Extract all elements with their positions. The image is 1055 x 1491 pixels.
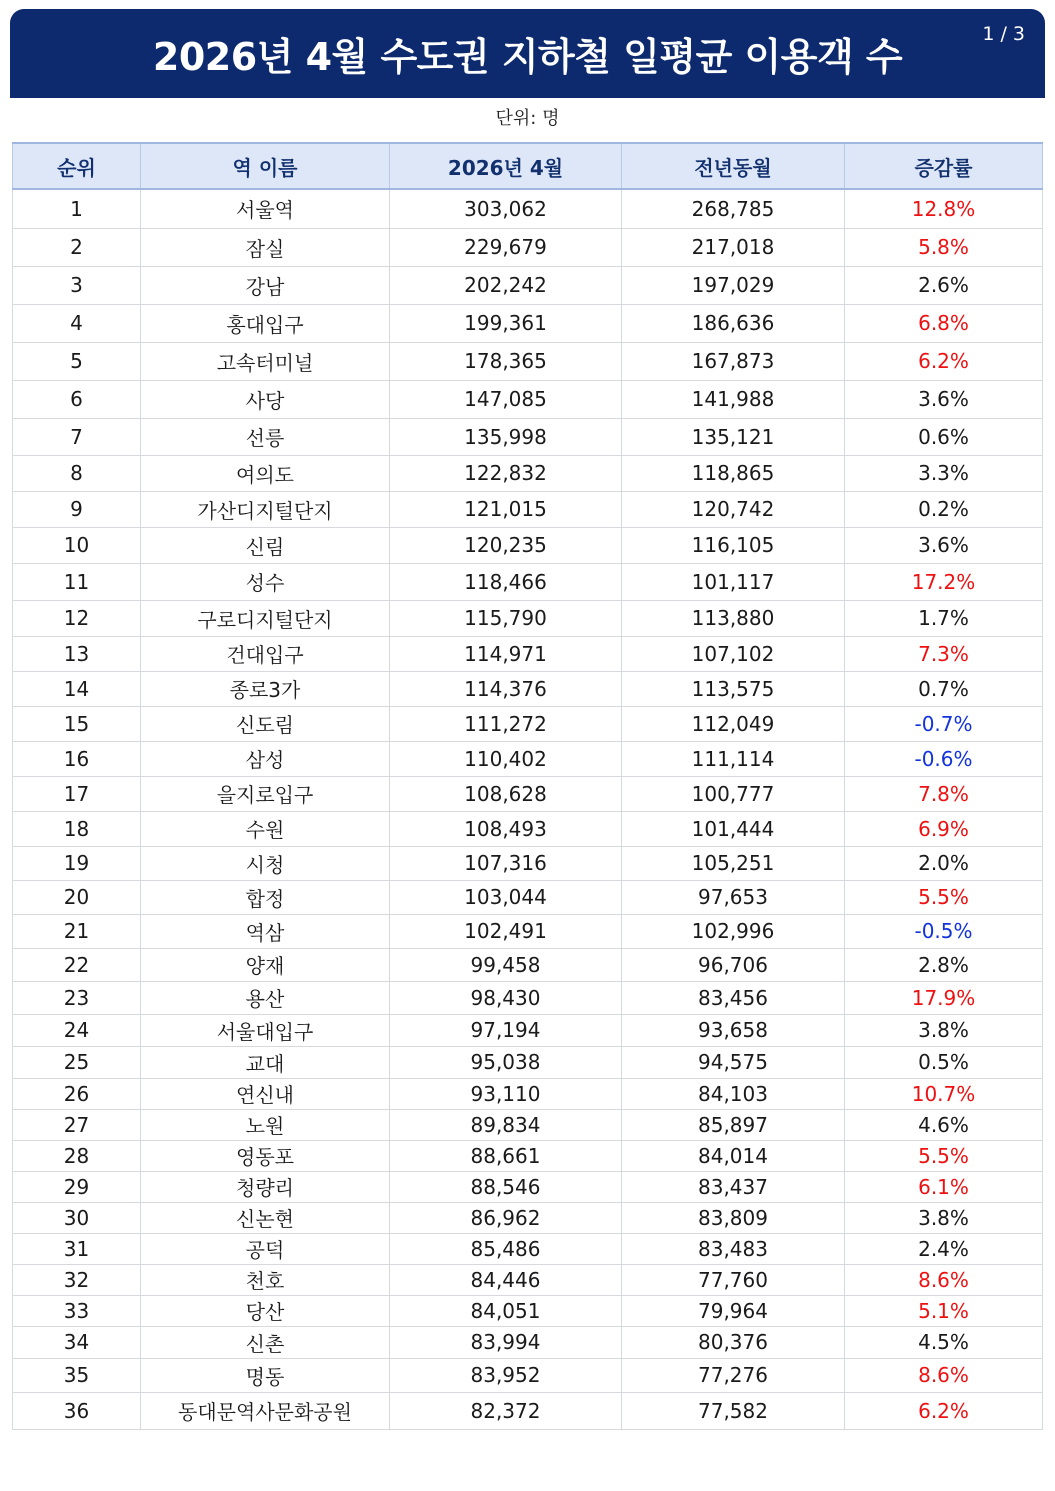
cell-station: 명동 [141, 1358, 390, 1392]
cell-rate: 0.6% [845, 418, 1043, 455]
cell-rate: 4.6% [845, 1109, 1043, 1140]
cell-rank: 9 [13, 491, 141, 527]
page-title: 2026년 4월 수도권 지하철 일평균 이용객 수 [152, 35, 903, 79]
cell-rank: 20 [13, 880, 141, 914]
cell-rate: 3.8% [845, 1202, 1043, 1233]
cell-previous: 113,575 [622, 671, 845, 706]
cell-rank: 8 [13, 455, 141, 491]
cell-station: 건대입구 [141, 636, 390, 671]
cell-rank: 7 [13, 418, 141, 455]
cell-rank: 19 [13, 846, 141, 880]
table-row [13, 189, 1043, 228]
cell-current: 110,402 [390, 741, 622, 776]
cell-rate: 6.2% [845, 1392, 1043, 1429]
page-indicator: 1 / 3 [982, 23, 1025, 45]
cell-rate: 1.7% [845, 600, 1043, 636]
table-header-row [13, 143, 1043, 189]
cell-previous: 83,437 [622, 1171, 845, 1202]
cell-rate: 8.6% [845, 1264, 1043, 1295]
cell-current: 82,372 [390, 1392, 622, 1429]
cell-rank: 25 [13, 1046, 141, 1078]
cell-station: 신림 [141, 527, 390, 563]
cell-previous: 79,964 [622, 1295, 845, 1326]
cell-rate: 5.5% [845, 1140, 1043, 1171]
column-header-previous: 전년동월 [622, 143, 845, 189]
cell-previous: 186,636 [622, 304, 845, 342]
cell-station: 시청 [141, 846, 390, 880]
cell-current: 114,376 [390, 671, 622, 706]
cell-current: 102,491 [390, 914, 622, 948]
cell-station: 합정 [141, 880, 390, 914]
cell-rank: 12 [13, 600, 141, 636]
cell-rate: 17.9% [845, 981, 1043, 1014]
cell-station: 구로디지털단지 [141, 600, 390, 636]
cell-station: 당산 [141, 1295, 390, 1326]
cell-current: 88,661 [390, 1140, 622, 1171]
cell-current: 135,998 [390, 418, 622, 455]
cell-rate: 5.5% [845, 880, 1043, 914]
unit-label: 단위: 명 [495, 108, 560, 129]
table-row [13, 228, 1043, 266]
cell-rank: 4 [13, 304, 141, 342]
cell-current: 115,790 [390, 600, 622, 636]
cell-rate: 8.6% [845, 1358, 1043, 1392]
cell-current: 303,062 [390, 189, 622, 228]
ridership-table [12, 142, 1043, 1430]
cell-rank: 15 [13, 706, 141, 741]
cell-station: 수원 [141, 811, 390, 846]
table-row [13, 1392, 1043, 1429]
cell-rate: 3.6% [845, 527, 1043, 563]
table-row [13, 1078, 1043, 1109]
cell-rank: 24 [13, 1014, 141, 1046]
cell-station: 삼성 [141, 741, 390, 776]
cell-rate: 7.8% [845, 776, 1043, 811]
cell-current: 178,365 [390, 342, 622, 380]
cell-rate: 2.6% [845, 266, 1043, 304]
cell-rate: 0.2% [845, 491, 1043, 527]
cell-previous: 83,809 [622, 1202, 845, 1233]
cell-previous: 97,653 [622, 880, 845, 914]
cell-previous: 100,777 [622, 776, 845, 811]
column-header-rank: 순위 [13, 143, 141, 189]
table-row [13, 418, 1043, 455]
cell-rate: 12.8% [845, 189, 1043, 228]
cell-station: 서울대입구 [141, 1014, 390, 1046]
cell-station: 청량리 [141, 1171, 390, 1202]
cell-current: 84,446 [390, 1264, 622, 1295]
cell-station: 천호 [141, 1264, 390, 1295]
cell-previous: 80,376 [622, 1326, 845, 1358]
cell-current: 98,430 [390, 981, 622, 1014]
cell-rank: 1 [13, 189, 141, 228]
cell-rate: 3.6% [845, 380, 1043, 418]
cell-current: 111,272 [390, 706, 622, 741]
cell-station: 신도림 [141, 706, 390, 741]
table-row [13, 342, 1043, 380]
cell-station: 공덕 [141, 1233, 390, 1264]
table-row [13, 1295, 1043, 1326]
table-row [13, 380, 1043, 418]
cell-previous: 83,483 [622, 1233, 845, 1264]
cell-current: 95,038 [390, 1046, 622, 1078]
cell-previous: 116,105 [622, 527, 845, 563]
cell-rank: 18 [13, 811, 141, 846]
cell-previous: 197,029 [622, 266, 845, 304]
cell-previous: 96,706 [622, 948, 845, 981]
cell-rate: 17.2% [845, 563, 1043, 600]
cell-previous: 85,897 [622, 1109, 845, 1140]
table-row [13, 455, 1043, 491]
cell-current: 88,546 [390, 1171, 622, 1202]
cell-current: 108,493 [390, 811, 622, 846]
cell-previous: 84,103 [622, 1078, 845, 1109]
cell-station: 노원 [141, 1109, 390, 1140]
table-row [13, 981, 1043, 1014]
table-row [13, 706, 1043, 741]
cell-rate: -0.6% [845, 741, 1043, 776]
table-row [13, 1109, 1043, 1140]
cell-rank: 11 [13, 563, 141, 600]
cell-rate: 6.2% [845, 342, 1043, 380]
cell-current: 97,194 [390, 1014, 622, 1046]
cell-current: 108,628 [390, 776, 622, 811]
cell-previous: 135,121 [622, 418, 845, 455]
cell-previous: 112,049 [622, 706, 845, 741]
cell-station: 연신내 [141, 1078, 390, 1109]
cell-rate: -0.5% [845, 914, 1043, 948]
cell-previous: 93,658 [622, 1014, 845, 1046]
table-row [13, 1171, 1043, 1202]
cell-rank: 29 [13, 1171, 141, 1202]
cell-current: 107,316 [390, 846, 622, 880]
table-row [13, 1358, 1043, 1392]
cell-rank: 30 [13, 1202, 141, 1233]
table-row [13, 1140, 1043, 1171]
cell-station: 사당 [141, 380, 390, 418]
cell-rank: 5 [13, 342, 141, 380]
cell-rank: 13 [13, 636, 141, 671]
cell-current: 86,962 [390, 1202, 622, 1233]
table-row [13, 563, 1043, 600]
cell-rank: 31 [13, 1233, 141, 1264]
cell-station: 성수 [141, 563, 390, 600]
cell-previous: 105,251 [622, 846, 845, 880]
cell-current: 83,952 [390, 1358, 622, 1392]
cell-current: 122,832 [390, 455, 622, 491]
table-row [13, 304, 1043, 342]
cell-current: 89,834 [390, 1109, 622, 1140]
cell-rank: 33 [13, 1295, 141, 1326]
cell-rank: 22 [13, 948, 141, 981]
cell-current: 202,242 [390, 266, 622, 304]
cell-previous: 77,760 [622, 1264, 845, 1295]
cell-previous: 101,444 [622, 811, 845, 846]
cell-previous: 113,880 [622, 600, 845, 636]
cell-rank: 27 [13, 1109, 141, 1140]
cell-station: 잠실 [141, 228, 390, 266]
cell-station: 여의도 [141, 455, 390, 491]
cell-rank: 21 [13, 914, 141, 948]
cell-current: 199,361 [390, 304, 622, 342]
cell-station: 강남 [141, 266, 390, 304]
cell-rate: 0.5% [845, 1046, 1043, 1078]
cell-rank: 32 [13, 1264, 141, 1295]
cell-rate: 6.1% [845, 1171, 1043, 1202]
cell-rate: 5.8% [845, 228, 1043, 266]
table-row [13, 1202, 1043, 1233]
cell-rate: 10.7% [845, 1078, 1043, 1109]
table-row [13, 1233, 1043, 1264]
cell-current: 114,971 [390, 636, 622, 671]
cell-station: 영동포 [141, 1140, 390, 1171]
cell-current: 121,015 [390, 491, 622, 527]
cell-station: 역삼 [141, 914, 390, 948]
cell-current: 99,458 [390, 948, 622, 981]
cell-station: 을지로입구 [141, 776, 390, 811]
cell-previous: 217,018 [622, 228, 845, 266]
cell-previous: 94,575 [622, 1046, 845, 1078]
cell-rank: 16 [13, 741, 141, 776]
table-row [13, 600, 1043, 636]
cell-current: 84,051 [390, 1295, 622, 1326]
cell-rank: 36 [13, 1392, 141, 1429]
cell-station: 양재 [141, 948, 390, 981]
cell-current: 120,235 [390, 527, 622, 563]
table-row [13, 880, 1043, 914]
cell-station: 홍대입구 [141, 304, 390, 342]
cell-rank: 23 [13, 981, 141, 1014]
cell-station: 신촌 [141, 1326, 390, 1358]
table-row [13, 1046, 1043, 1078]
cell-rank: 14 [13, 671, 141, 706]
cell-rate: -0.7% [845, 706, 1043, 741]
cell-station: 용산 [141, 981, 390, 1014]
column-header-station: 역 이름 [141, 143, 390, 189]
cell-rate: 0.7% [845, 671, 1043, 706]
cell-station: 교대 [141, 1046, 390, 1078]
cell-current: 147,085 [390, 380, 622, 418]
table-row [13, 846, 1043, 880]
cell-previous: 83,456 [622, 981, 845, 1014]
table-row [13, 1014, 1043, 1046]
cell-rate: 6.9% [845, 811, 1043, 846]
title-banner [10, 9, 1045, 98]
table-row [13, 948, 1043, 981]
cell-previous: 118,865 [622, 455, 845, 491]
cell-current: 93,110 [390, 1078, 622, 1109]
table-row [13, 1326, 1043, 1358]
cell-rank: 28 [13, 1140, 141, 1171]
table-row [13, 266, 1043, 304]
cell-rank: 34 [13, 1326, 141, 1358]
table-row [13, 671, 1043, 706]
cell-previous: 268,785 [622, 189, 845, 228]
cell-current: 85,486 [390, 1233, 622, 1264]
table-row [13, 527, 1043, 563]
cell-rank: 17 [13, 776, 141, 811]
table-row [13, 741, 1043, 776]
cell-previous: 167,873 [622, 342, 845, 380]
cell-rate: 2.4% [845, 1233, 1043, 1264]
table-row [13, 636, 1043, 671]
cell-previous: 120,742 [622, 491, 845, 527]
cell-previous: 107,102 [622, 636, 845, 671]
cell-station: 서울역 [141, 189, 390, 228]
cell-rate: 2.0% [845, 846, 1043, 880]
cell-rank: 6 [13, 380, 141, 418]
cell-rate: 6.8% [845, 304, 1043, 342]
cell-station: 선릉 [141, 418, 390, 455]
cell-rate: 4.5% [845, 1326, 1043, 1358]
cell-station: 신논현 [141, 1202, 390, 1233]
cell-station: 동대문역사문화공원 [141, 1392, 390, 1429]
cell-previous: 102,996 [622, 914, 845, 948]
column-header-rate: 증감률 [845, 143, 1043, 189]
table-body [13, 189, 1043, 1429]
cell-rank: 3 [13, 266, 141, 304]
table-row [13, 491, 1043, 527]
cell-station: 가산디지털단지 [141, 491, 390, 527]
cell-rate: 5.1% [845, 1295, 1043, 1326]
cell-rate: 2.8% [845, 948, 1043, 981]
cell-current: 229,679 [390, 228, 622, 266]
cell-rate: 3.3% [845, 455, 1043, 491]
cell-rank: 35 [13, 1358, 141, 1392]
table-row [13, 776, 1043, 811]
cell-current: 118,466 [390, 563, 622, 600]
cell-rate: 3.8% [845, 1014, 1043, 1046]
cell-station: 종로3가 [141, 671, 390, 706]
cell-rate: 7.3% [845, 636, 1043, 671]
cell-current: 103,044 [390, 880, 622, 914]
cell-station: 고속터미널 [141, 342, 390, 380]
cell-rank: 26 [13, 1078, 141, 1109]
table-row [13, 811, 1043, 846]
cell-previous: 101,117 [622, 563, 845, 600]
cell-previous: 111,114 [622, 741, 845, 776]
cell-previous: 84,014 [622, 1140, 845, 1171]
cell-previous: 77,276 [622, 1358, 845, 1392]
table-row [13, 914, 1043, 948]
column-header-current: 2026년 4월 [390, 143, 622, 189]
cell-current: 83,994 [390, 1326, 622, 1358]
table-row [13, 1264, 1043, 1295]
cell-rank: 10 [13, 527, 141, 563]
cell-previous: 77,582 [622, 1392, 845, 1429]
cell-previous: 141,988 [622, 380, 845, 418]
cell-rank: 2 [13, 228, 141, 266]
